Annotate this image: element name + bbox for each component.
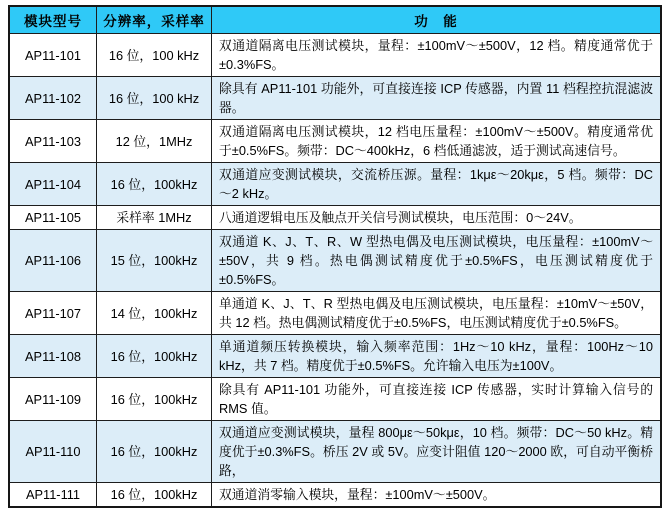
model-cell: AP11-110: [9, 421, 97, 483]
model-cell: AP11-101: [9, 34, 97, 77]
spec-cell: 16 位，100kHz: [97, 378, 212, 421]
function-cell: 八通道逻辑电压及触点开关信号测试模块，电压范围：0～24V。: [212, 206, 662, 230]
model-cell: AP11-104: [9, 163, 97, 206]
spec-cell: 14 位，100kHz: [97, 292, 212, 335]
model-cell: AP11-105: [9, 206, 97, 230]
table-row: [9, 206, 661, 230]
table-row: [9, 230, 661, 292]
table-row: [9, 378, 661, 421]
spec-cell: 16 位，100 kHz: [97, 77, 212, 120]
spec-cell: 采样率 1MHz: [97, 206, 212, 230]
function-cell: 双通道应变测试模块，交流桥压源。量程：1kμε～20kμε，5 档。频带：DC～2 kHz。: [212, 163, 662, 206]
model-cell: AP11-102: [9, 77, 97, 120]
table-row: [9, 163, 661, 206]
model-cell: AP11-111: [9, 483, 97, 508]
module-table: [8, 5, 662, 508]
function-cell: 双通道隔离电压测试模块，12 档电压量程：±100mV～±500V。精度通常优于±0.5%FS。频带：DC～400kHz，6 档低通滤波，适于测试高速信号。: [212, 120, 662, 163]
header-function: 功 能: [212, 6, 662, 34]
spec-cell: 16 位，100 kHz: [97, 34, 212, 77]
spec-cell: 16 位，100kHz: [97, 163, 212, 206]
table-row: [9, 120, 661, 163]
table-row: [9, 421, 661, 483]
model-cell: AP11-107: [9, 292, 97, 335]
function-cell: 单通道 K、J、T、R 型热电偶及电压测试模块，电压量程：±10mV～±50V，共 12 档。热电偶测试精度优于±0.5%FS，电压测试精度优于±0.5%FS。: [212, 292, 662, 335]
spec-cell: 16 位，100kHz: [97, 335, 212, 378]
function-cell: 双通道应变测试模块，量程 800με～50kμε，10 档。频带：DC～50 kHz。精度优于±0.3%FS。桥压 2V 或 5V。应变计阻值 120～2000 欧，可自动平衡桥路，: [212, 421, 662, 483]
spec-cell: 12 位，1MHz: [97, 120, 212, 163]
model-cell: AP11-109: [9, 378, 97, 421]
function-cell: 除具有 AP11-101 功能外，可直接连接 ICP 传感器，内置 11 档程控抗混滤波器。: [212, 77, 662, 120]
spec-cell: 16 位，100kHz: [97, 483, 212, 508]
table-row: [9, 34, 661, 77]
spec-cell: 15 位，100kHz: [97, 230, 212, 292]
model-cell: AP11-103: [9, 120, 97, 163]
function-cell: 双通道消零输入模块，量程：±100mV～±500V。: [212, 483, 662, 508]
model-cell: AP11-108: [9, 335, 97, 378]
function-cell: 单通道频压转换模块，输入频率范围：1Hz～10 kHz，量程：100Hz～10 kHz，共 7 档。精度优于±0.5%FS。允许输入电压为±100V。: [212, 335, 662, 378]
table-row: [9, 292, 661, 335]
function-cell: 除具有 AP11-101 功能外，可直接连接 ICP 传感器，实时计算输入信号的 RMS 值。: [212, 378, 662, 421]
datasheet-page: [0, 5, 670, 502]
model-cell: AP11-106: [9, 230, 97, 292]
table-row: [9, 483, 661, 508]
header-resolution-samplerate: 分辨率，采样率: [97, 6, 212, 34]
header-model: 模块型号: [9, 6, 97, 34]
spec-cell: 16 位，100kHz: [97, 421, 212, 483]
header-row: [9, 6, 661, 34]
table-row: [9, 335, 661, 378]
table-row: [9, 77, 661, 120]
function-cell: 双通道 K、J、T、R、W 型热电偶及电压测试模块，电压量程：±100mV～±50V，共 9 档。热电偶测试精度优于±0.5%FS，电压测试精度优于±0.5%FS。: [212, 230, 662, 292]
function-cell: 双通道隔离电压测试模块，量程：±100mV～±500V，12 档。精度通常优于 ±0.3%FS。: [212, 34, 662, 77]
